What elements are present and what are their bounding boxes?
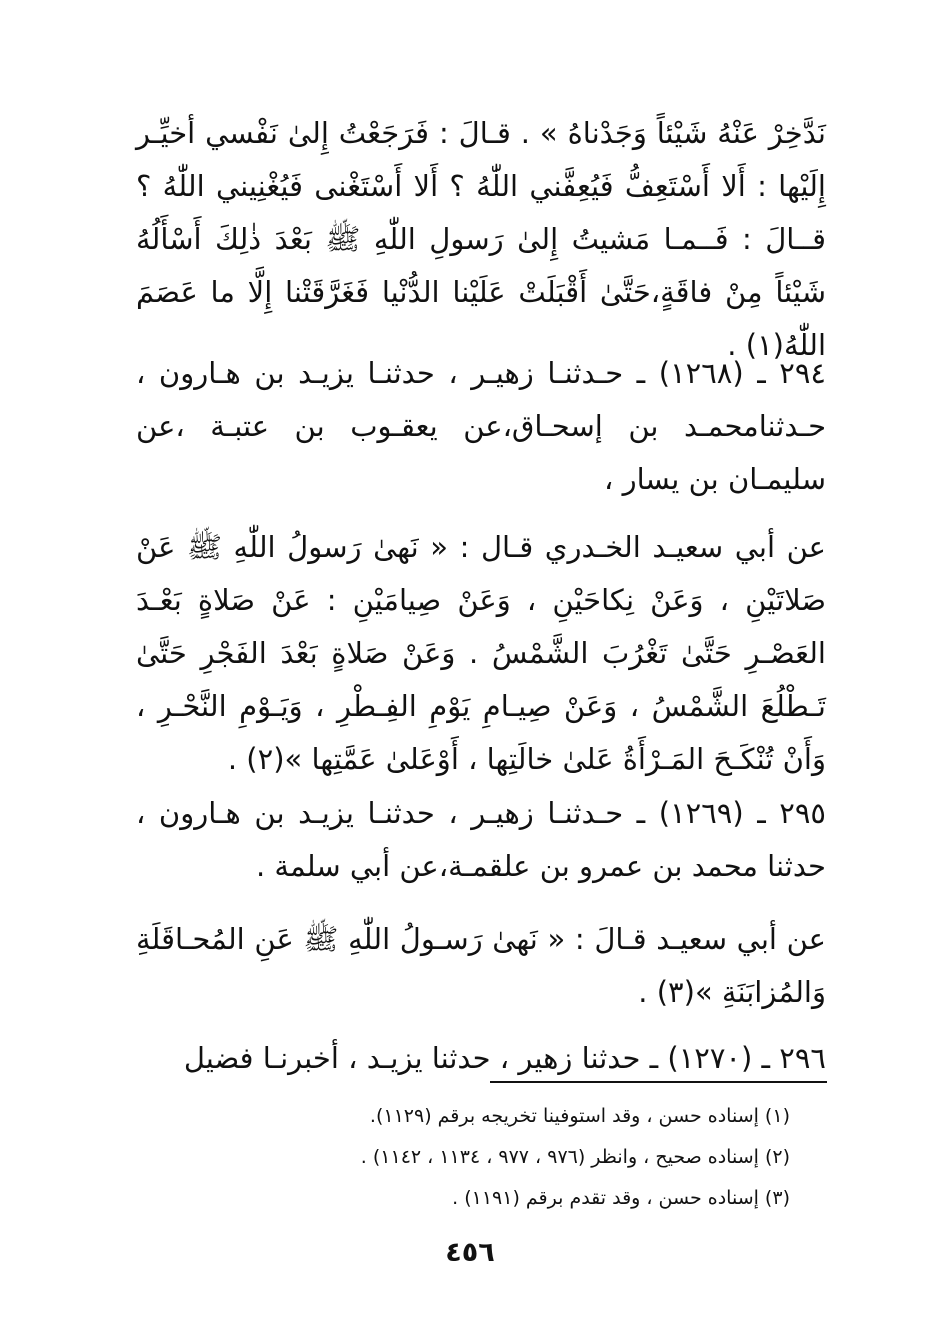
- footnote-1: (١) إسناده حسن ، وقد استوفينا تخريجه برقم (١١٢٩).: [369, 1105, 790, 1127]
- isnad-296-text: ٢٩٦ ـ (١٢٧٠) ـ حدثنا زهير ، حدثنا يزيـد ، أخبرنـا فضيل: [183, 1041, 826, 1075]
- isnad-294-text: ٢٩٤ ـ (١٢٦٨) ـ حـدثنـا زهيـر ، حدثنـا يزيـد بن هـارون ، حـدثنامحمـد بن إسحـاق،عن يعقـوب بن عتبـة ،عن سليمـان بن يسار ،: [136, 356, 826, 496]
- hadith-295-text: عن أبي سعيـد قـالَ : « نَهىٰ رَسـولُ اللّٰهِ ﷺ عَنِ المُحـاقَلَةِ وَالمُزابَنَةِ »(٣) .: [136, 922, 826, 1009]
- footnote-2: (٢) إسناده صحيح ، وانظر (٩٧٦ ، ٩٧٧ ، ١١٣٤ ، ١١٤٢) .: [360, 1146, 790, 1168]
- page-number: ٤٥٦: [445, 1237, 495, 1268]
- footnotes-section: [200, 1096, 790, 1219]
- hadith-294-text: عن أبي سعيـد الخـدري قـال : « نَهىٰ رَسولُ اللّٰهِ ﷺ عَنْ صَلاتَيْنِ ، وَعَنْ نِكاحَيْنِ ، وَعَنْ صِيامَيْنِ : عَنْ صَلاةٍ بَعْـدَ العَصْـرِ حَتَّىٰ تَغْرُبَ الشَّمْسُ . وَعَنْ صَلاةٍ بَعْدَ الفَجْرِ حَتَّىٰ تَـطْلُعَ الشَّمْسُ ، وَعَنْ صِيـامِ يَوْمِ الفِـطْرِ ، وَيَـوْمِ النَّحْـرِ ، وَأَنْ تُنْكَـحَ المَـرْأَةُ عَلىٰ خالَتِها ، أَوْعَلىٰ عَمَّتِها »(٢) .: [136, 530, 826, 776]
- isnad-295-text: ٢٩٥ ـ (١٢٦٩) ـ حـدثنـا زهيـر ، حدثنـا يزيـد بن هـارون ، حدثنا محمد بن عمرو بن علقمـة،عن أبي سلمة .: [136, 796, 826, 883]
- hadith-continuation-text: نَدَّخِرْ عَنْهُ شَيْئاً وَجَدْناهُ » . قـالَ : فَرَجَعْتُ إِلىٰ نَفْسي أخيِّـر إِلَيْها : أَلا أَسْتَعِفُّ فَيُعِفَّني اللّٰهُ ؟ أَلا أَسْتَغْنى فَيُغْنِيني اللّٰهُ ؟ قــالَ : فَــمـا مَشيتُ إِلىٰ رَسولِ اللّٰهِ ﷺ بَعْدَ ذٰلِكَ أَسْأَلُهُ شَيْئاً مِنْ فاقَةٍ،حَتَّىٰ أَقْبَلَتْ عَلَيْنا الدُّنْيا فَغَرَّقَتْنا إِلَّا ما عَصَمَ اللّٰهُ(١) .: [136, 116, 826, 362]
- footnote-3: (٣) إسناده حسن ، وقد تقدم برقم (١١٩١) .: [452, 1187, 790, 1209]
- footnote-divider: [490, 1081, 827, 1083]
